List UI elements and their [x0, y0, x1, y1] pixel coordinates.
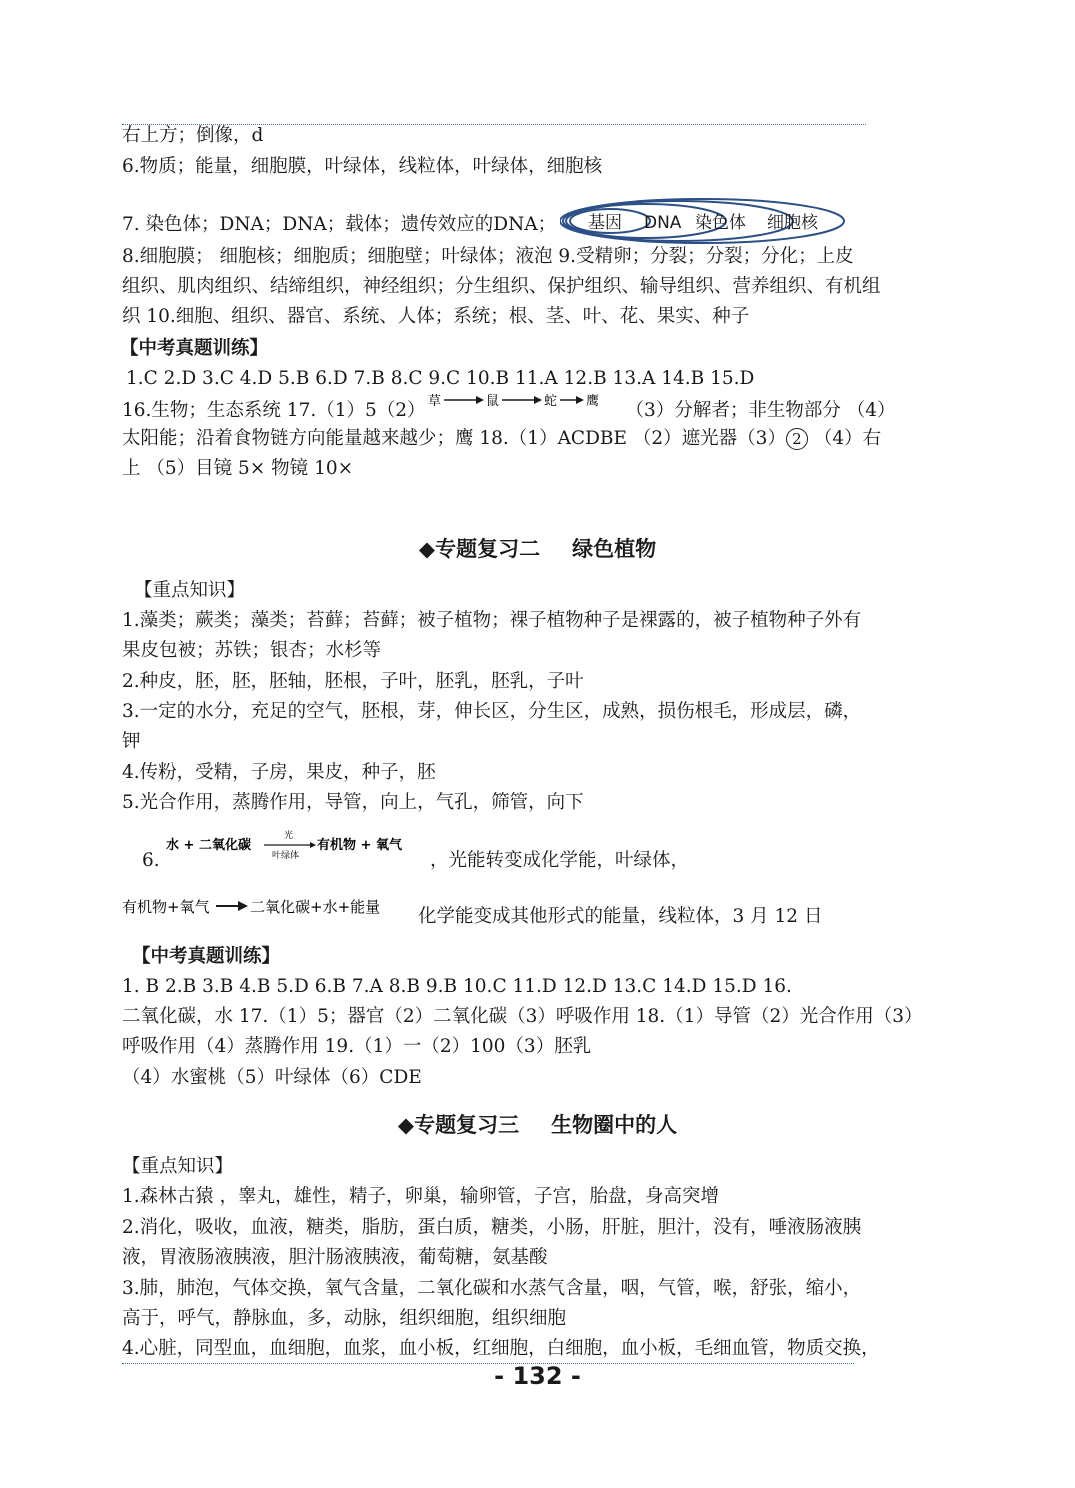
nested-concept-diagram — [560, 196, 850, 246]
exam-section-title: 【中考真题训练】 — [132, 946, 281, 967]
answer-line: 4.传粉，受精，子房，果皮，种子，胚 — [122, 762, 436, 783]
equation-left: 水 + 二氧化碳 — [166, 838, 251, 853]
answer-line: 1.森林古猿 ，睾丸，雄性，精子，卵巢，输卵管，子宫，胎盘，身高突增 — [122, 1186, 720, 1207]
answer-text: （3）分解者；非生物部分 （4） — [625, 400, 896, 421]
equation-right: 二氧化碳+水+能量 — [250, 898, 381, 916]
answer-line: 2.消化，吸收，血液，糖类，脂肪，蛋白质，糖类，小肠，肝脏，胆汁，没有，唾液肠液胰 — [122, 1217, 862, 1238]
answer-text: 太阳能；沿着食物链方向能量越来越少；鹰 18.（1）ACDBE （2）遮光器（3） — [122, 428, 786, 449]
answer-line: 二氧化碳，水 17.（1）5；器官（2）二氧化碳（3）呼吸作用 18.（1）导管（2）光合作用（3） — [122, 1006, 923, 1027]
diamond-icon: ◆ — [397, 1113, 415, 1137]
chain-item: 鹰 — [585, 394, 599, 409]
answer-line: 织 10.细胞、组织、器官、系统、人体；系统；根、茎、叶、花、果实、种子 — [122, 306, 750, 327]
answer-line: 高于，呼气，静脉血，多，动脉，组织细胞，组织细胞 — [122, 1308, 567, 1329]
knowledge-title: 【重点知识】 — [134, 580, 246, 601]
section-subtitle: 绿色植物 — [572, 537, 657, 561]
equation-left: 有机物+氧气 — [122, 898, 210, 916]
exam-section-title: 【中考真题训练】 — [120, 338, 269, 359]
diamond-icon: ◆ — [418, 537, 436, 561]
section-title: 专题复习二 — [435, 537, 541, 561]
respiration-equation — [120, 892, 400, 920]
nested-label: 细胞核 — [767, 213, 818, 233]
answer-line: 1.藻类；蕨类；藻类；苔藓；苔藓；被子植物；裸子植物种子是裸露的，被子植物种子外有 — [122, 610, 862, 631]
answer-line: 4.心脏，同型血，血细胞，血浆，血小板，红细胞，白细胞，血小板，毛细血管，物质交换， — [122, 1338, 880, 1359]
equation-condition: 光 — [284, 831, 294, 841]
section-heading — [0, 533, 1075, 563]
answer-text: （4）右 — [807, 428, 882, 449]
answer-line: 3.一定的水分，充足的空气，胚根，芽，伸长区，分生区，成熟，损伤根毛，形成层，磷， — [122, 701, 862, 722]
answer-line: 组织、肌肉组织、结缔组织，神经组织；分生组织、保护组织、输导组织、营养组织、有机组 — [122, 276, 881, 297]
answer-line: （4）水蜜桃（5）叶绿体（6）CDE — [122, 1067, 422, 1088]
answer-line: 液，胃液肠液胰液，胆汁肠液胰液，葡萄糖，氨基酸 — [122, 1247, 548, 1268]
page-number: - 132 - — [494, 1362, 581, 1390]
section-title: 专题复习三 — [414, 1113, 520, 1137]
answer-line: 1. B 2.B 3.B 4.B 5.D 6.B 7.A 8.B 9.B 10.C 11.D 12.D 13.C 14.D 15.D 16. — [122, 976, 792, 997]
answer-line: 2.种皮，胚，胚，胚轴，胚根，子叶，胚乳，胚乳，子叶 — [122, 671, 584, 692]
food-chain — [426, 390, 626, 424]
answer-line: 6.物质；能量，细胞膜，叶绿体，线粒体，叶绿体，细胞核 — [122, 156, 603, 177]
chain-item: 草 — [427, 394, 441, 409]
answer-line: ，光能转变成化学能，叶绿体， — [430, 850, 690, 871]
nested-label: 基因 — [588, 213, 622, 233]
photosynthesis-equation — [166, 828, 428, 862]
chain-item: 鼠 — [485, 394, 499, 409]
section-heading — [0, 1109, 1075, 1139]
chain-item: 蛇 — [543, 394, 557, 409]
equation-right: 有机物 + 氧气 — [317, 838, 402, 853]
answer-text: 16.生物；生态系统 17.（1）5（2） — [122, 400, 426, 421]
answer-line — [122, 394, 895, 428]
answer-line: 7. 染色体；DNA；DNA；载体；遗传效应的DNA； — [122, 214, 557, 235]
answer-line: 5.光合作用，蒸腾作用，导管，向上，气孔，筛管，向下 — [122, 792, 584, 813]
section-subtitle: 生物圈中的人 — [551, 1113, 678, 1137]
answer-line: 1.C 2.D 3.C 4.D 5.B 6.D 7.B 8.C 9.C 10.B 11.A 12.B 13.A 14.B 15.D — [126, 368, 755, 389]
equation-condition: 叶绿体 — [272, 851, 300, 861]
circled-number: 2 — [786, 428, 808, 450]
answer-line: 果皮包被；苏铁；银杏；水杉等 — [122, 640, 382, 661]
nested-label: DNA — [644, 213, 682, 233]
answer-line: 右上方；倒像，d — [122, 125, 264, 146]
nested-label: 染色体 — [695, 213, 746, 233]
answer-line: 化学能变成其他形式的能量，线粒体，3 月 12 日 — [418, 906, 823, 927]
answer-line: 8.细胞膜； 细胞核；细胞质；细胞壁；叶绿体；液泡 9.受精卵；分裂；分裂；分化；上皮 — [122, 246, 854, 267]
answer-line: 6. — [142, 850, 160, 871]
answer-line: 呼吸作用（4）蒸腾作用 19.（1）一（2）100（3）胚乳 — [122, 1036, 592, 1057]
knowledge-title: 【重点知识】 — [122, 1156, 234, 1177]
answer-line: 3.肺，肺泡，气体交换，氧气含量，二氧化碳和水蒸气含量，咽，气管，喉，舒张，缩小， — [122, 1278, 862, 1299]
answer-line: 钾 — [122, 731, 141, 752]
answer-line: 上 （5）目镜 5× 物镜 10× — [122, 458, 354, 479]
answer-line — [122, 424, 881, 454]
